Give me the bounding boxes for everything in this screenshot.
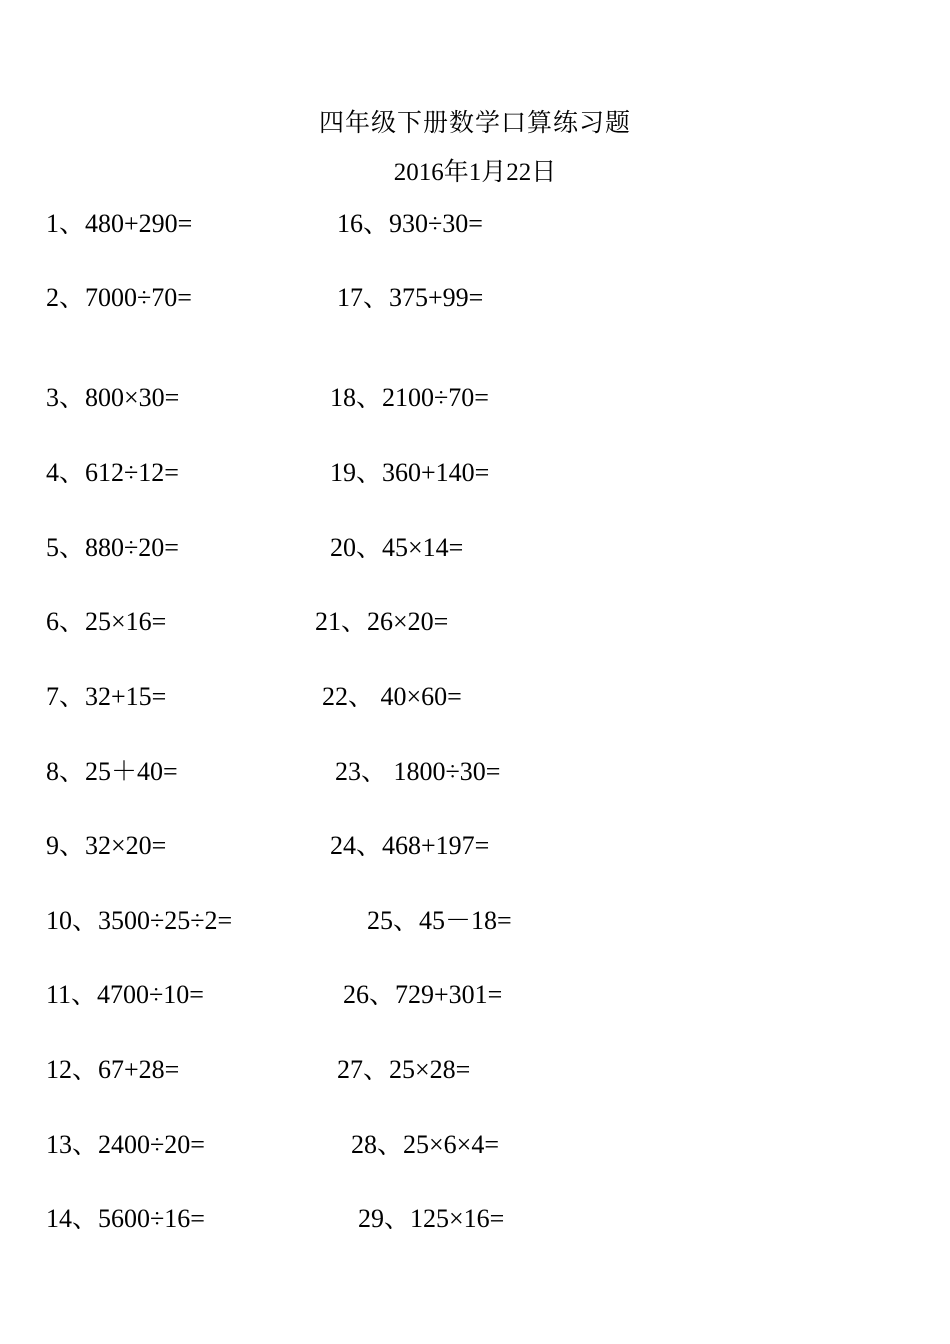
problem-17: 17、375+99= — [337, 283, 484, 312]
problem-12: 12、67+28= — [46, 1055, 180, 1084]
problem-4: 4、612÷12= — [46, 458, 179, 487]
problem-21: 21、26×20= — [315, 607, 449, 636]
problem-13: 13、2400÷20= — [46, 1130, 205, 1159]
problem-16: 16、930÷30= — [337, 209, 483, 238]
problem-27: 27、25×28= — [337, 1055, 471, 1084]
problem-14: 14、5600÷16= — [46, 1204, 205, 1233]
problem-26: 26、729+301= — [343, 980, 503, 1009]
problem-10: 10、3500÷25÷2= — [46, 906, 233, 935]
problem-7: 7、32+15= — [46, 682, 167, 711]
problem-3: 3、800×30= — [46, 383, 180, 412]
worksheet-date: 2016年1月22日 — [393, 159, 557, 186]
problem-1: 1、480+290= — [46, 209, 193, 238]
problem-6: 6、25×16= — [46, 607, 167, 636]
problem-22: 22、 40×60= — [322, 682, 462, 711]
worksheet-title: 四年级下册数学口算练习题 — [318, 110, 631, 137]
problem-29: 29、125×16= — [358, 1204, 505, 1233]
problem-11: 11、4700÷10= — [46, 980, 204, 1009]
problem-18: 18、2100÷70= — [330, 383, 489, 412]
problem-19: 19、360+140= — [330, 458, 490, 487]
problem-9: 9、32×20= — [46, 831, 167, 860]
problem-2: 2、7000÷70= — [46, 283, 192, 312]
problem-23: 23、 1800÷30= — [335, 757, 501, 786]
problem-20: 20、45×14= — [330, 533, 464, 562]
problem-5: 5、880÷20= — [46, 533, 179, 562]
problem-25: 25、45－18= — [367, 906, 512, 935]
problem-8: 8、25＋40= — [46, 757, 178, 786]
problem-24: 24、468+197= — [330, 831, 490, 860]
problem-28: 28、25×6×4= — [351, 1130, 499, 1159]
